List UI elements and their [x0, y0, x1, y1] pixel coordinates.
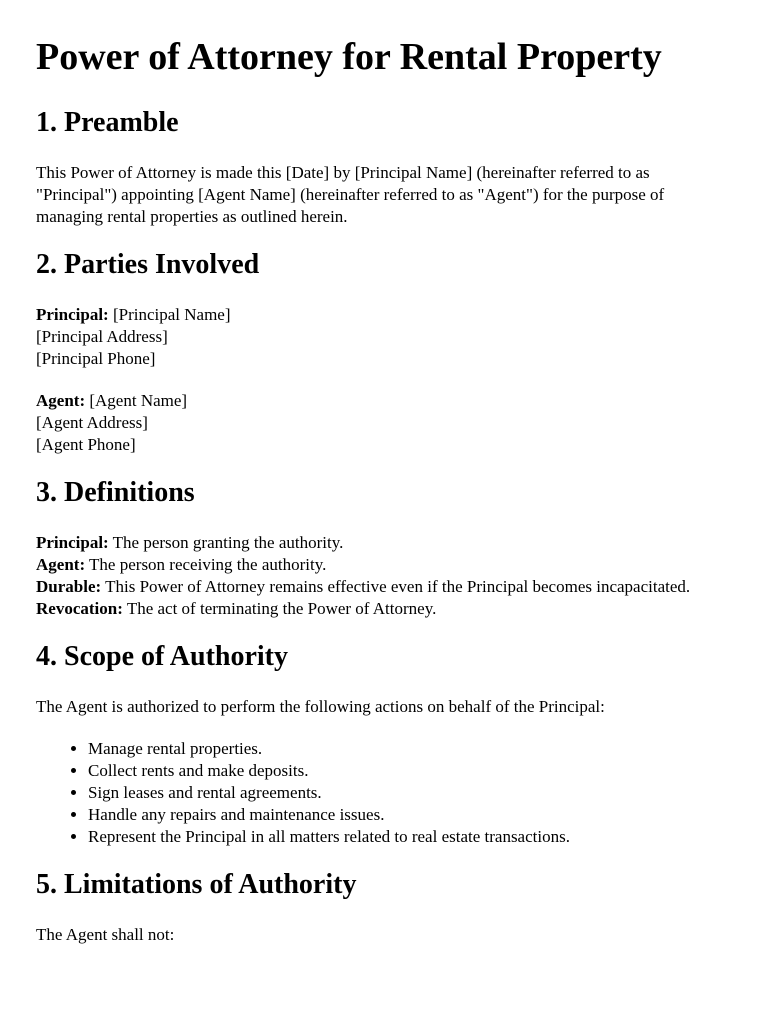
agent-label: Agent:: [36, 391, 86, 410]
scope-intro: The Agent is authorized to perform the following actions on behalf of the Principal:: [36, 697, 605, 716]
document-title: Power of Attorney for Rental Property: [36, 36, 662, 78]
agent-block: [36, 390, 734, 456]
definition-item: [36, 532, 734, 554]
agent-address: [Agent Address]: [36, 413, 148, 432]
principal-phone: [Principal Phone]: [36, 349, 156, 368]
section-parties: [36, 248, 734, 456]
principal-name-line: [36, 304, 734, 326]
limitations-intro: The Agent shall not:: [36, 925, 175, 944]
section-heading-scope: 4. Scope of Authority: [36, 641, 288, 672]
section-heading-definitions: 3. Definitions: [36, 477, 195, 508]
section-limitations: [36, 868, 734, 946]
definition-item: [36, 554, 734, 576]
definition-term: Principal:: [36, 533, 109, 552]
agent-name-line: [36, 390, 734, 412]
definition-text: The person receiving the authority.: [85, 555, 327, 574]
list-item: • Collect rents and make deposits.: [88, 760, 734, 782]
section-definitions: [36, 476, 734, 620]
principal-block: [36, 304, 734, 370]
agent-phone: [Agent Phone]: [36, 435, 136, 454]
definition-text: The act of terminating the Power of Attorney.: [122, 599, 437, 618]
section-heading-preamble: 1. Preamble: [36, 107, 179, 138]
definition-term: Agent:: [36, 555, 86, 574]
section-scope: [36, 640, 734, 848]
section-heading-limitations: 5. Limitations of Authority: [36, 869, 357, 900]
definition-text: This Power of Attorney remains effective even if the Principal becomes incapacitated.: [101, 577, 691, 596]
definition-item: [36, 576, 734, 598]
definition-item: [36, 598, 734, 620]
scope-list: [36, 738, 734, 848]
list-item: • Sign leases and rental agreements.: [88, 782, 734, 804]
section-preamble: [36, 106, 734, 228]
list-item: • Handle any repairs and maintenance issues.: [88, 804, 734, 826]
preamble-text: This Power of Attorney is made this [Date] by [Principal Name] (hereinafter referred to as "Principal") appointing [Agent Name] (hereinafter referred to as "Agent") for the purpose of managing rental properties as outlined herein.: [36, 163, 665, 226]
principal-name: [Principal Name]: [108, 305, 231, 324]
principal-address: [Principal Address]: [36, 327, 168, 346]
definition-term: Durable:: [36, 577, 102, 596]
definition-term: Revocation:: [36, 599, 123, 618]
list-item: • Represent the Principal in all matters related to real estate transactions.: [88, 826, 734, 848]
section-heading-parties: 2. Parties Involved: [36, 249, 260, 280]
agent-name: [Agent Name]: [85, 391, 188, 410]
list-item: • Manage rental properties.: [88, 738, 734, 760]
principal-label: Principal:: [36, 305, 109, 324]
definition-text: The person granting the authority.: [108, 533, 344, 552]
